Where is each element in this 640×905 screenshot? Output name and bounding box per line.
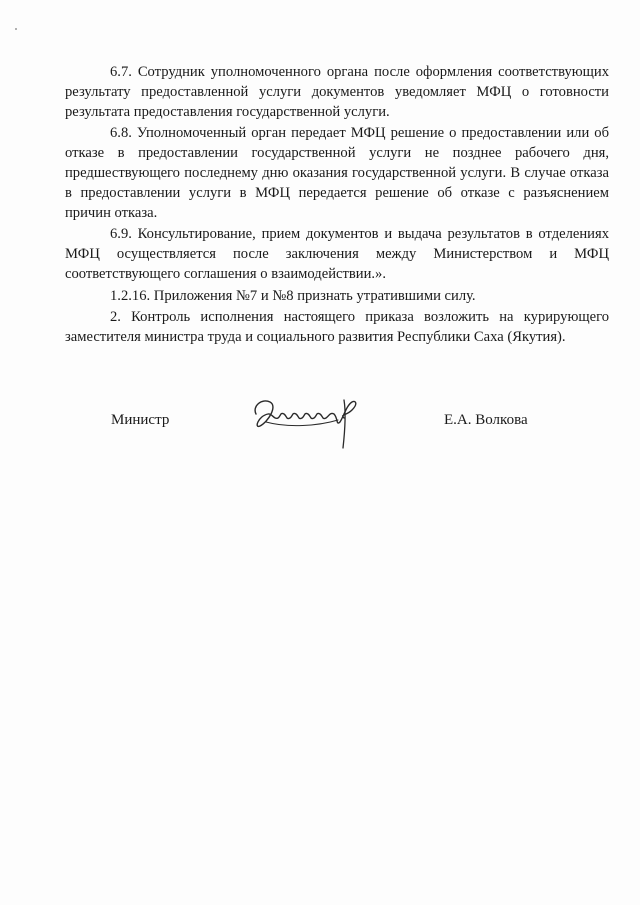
- handwritten-signature: [248, 392, 368, 452]
- paragraph-6-8: 6.8. Уполномоченный орган передает МФЦ решение о предоставлении или об отказе в предоставлении государственной услуги не позднее рабочего дня, предшествующего последнему дню оказания государственной услуги. В случае отказа в предоставлении услуги в МФЦ передается решение об отказе с разъяснением причин отказа.: [65, 125, 609, 221]
- paragraph-6-7: 6.7. Сотрудник уполномоченного органа после оформления соответствующих результату предоставленной услуги документов уведомляет МФЦ о готовности результата предоставления государственной услуги.: [65, 64, 609, 120]
- paragraph-1-2-16: 1.2.16. Приложения №7 и №8 признать утратившими силу.: [110, 288, 476, 304]
- signatory-name: Е.А. Волкова: [444, 412, 528, 428]
- scan-speck: [15, 28, 17, 30]
- signature-block: [0, 392, 640, 462]
- paragraph-6-9: 6.9. Консультирование, прием документов и выдача результатов в отделениях МФЦ осуществляется после заключения между Министерством и МФЦ соответствующего соглашения о взаимодействии.».: [65, 226, 609, 282]
- document-body: [65, 62, 609, 348]
- signatory-title: Министр: [111, 412, 170, 428]
- paragraph-2: 2. Контроль исполнения настоящего приказа возложить на курирующего заместителя министра труда и социального развития Республики Саха (Якутия).: [65, 309, 609, 345]
